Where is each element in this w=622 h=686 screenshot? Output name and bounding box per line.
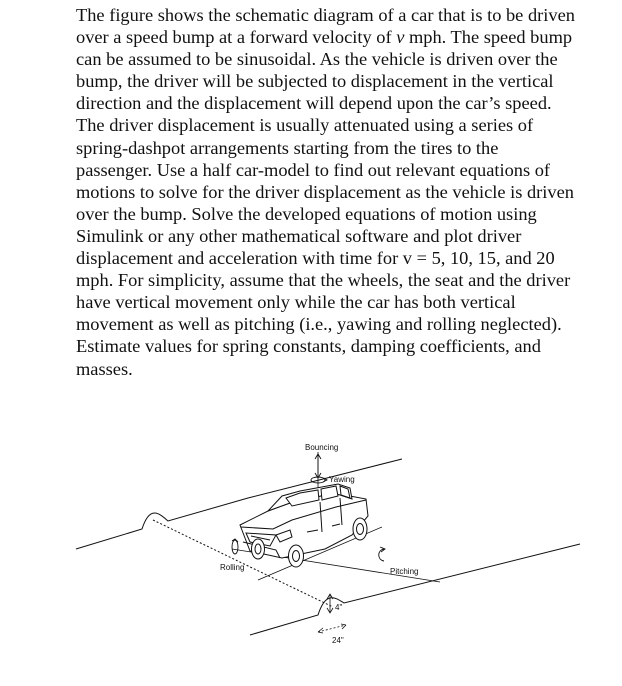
problem-paragraph-2: Estimate values for spring constants, damping coefficients, and masses. <box>76 336 541 379</box>
pitching-arrow <box>379 547 385 561</box>
label-bouncing: Bouncing <box>305 443 339 452</box>
label-yawing: Yawing <box>329 475 355 484</box>
label-bump-height: 4" <box>335 603 343 612</box>
label-bump-width: 24" <box>332 636 344 645</box>
rolling-arrow <box>232 539 238 554</box>
label-rolling: Rolling <box>220 563 245 572</box>
velocity-symbol: v <box>396 27 405 48</box>
problem-text-part-1: The figure shows the schematic diagram of a car that is to be driven over a speed bump at a forward velocity of <box>76 5 575 48</box>
problem-statement <box>76 4 576 380</box>
problem-paragraph-1 <box>76 4 576 335</box>
car-speed-bump-figure <box>0 432 622 686</box>
car-sketch <box>240 484 368 567</box>
problem-text-part-2: mph. The speed bump can be assumed to be sinusoidal. As the vehicle is driven over the bump, the driver will be subjected to displacement in the vertical direction and the displacement will depend upon the car’s speed. The driver displacement is usually attenuated using a series of spring-dashpot arrangements starting from the tires to the passenger. Use a half car-model to find out relevant equations of motions to solve for the driver displacement as the vehicle is driven over the bump. Solve the developed equations of motion using Simulink or any other mathematical software and plot driver displacement and acceleration with time for v = 5, 10, 15, and 20 mph. For simplicity, assume that the wheels, the seat and the driver have vertical movement only while the car has both vertical movement as well as pitching (i.e., yawing and rolling neglected). <box>76 27 574 335</box>
bouncing-arrow <box>315 454 321 478</box>
bump-dimension-marks <box>318 594 346 633</box>
label-pitching: Pitching <box>390 567 419 576</box>
